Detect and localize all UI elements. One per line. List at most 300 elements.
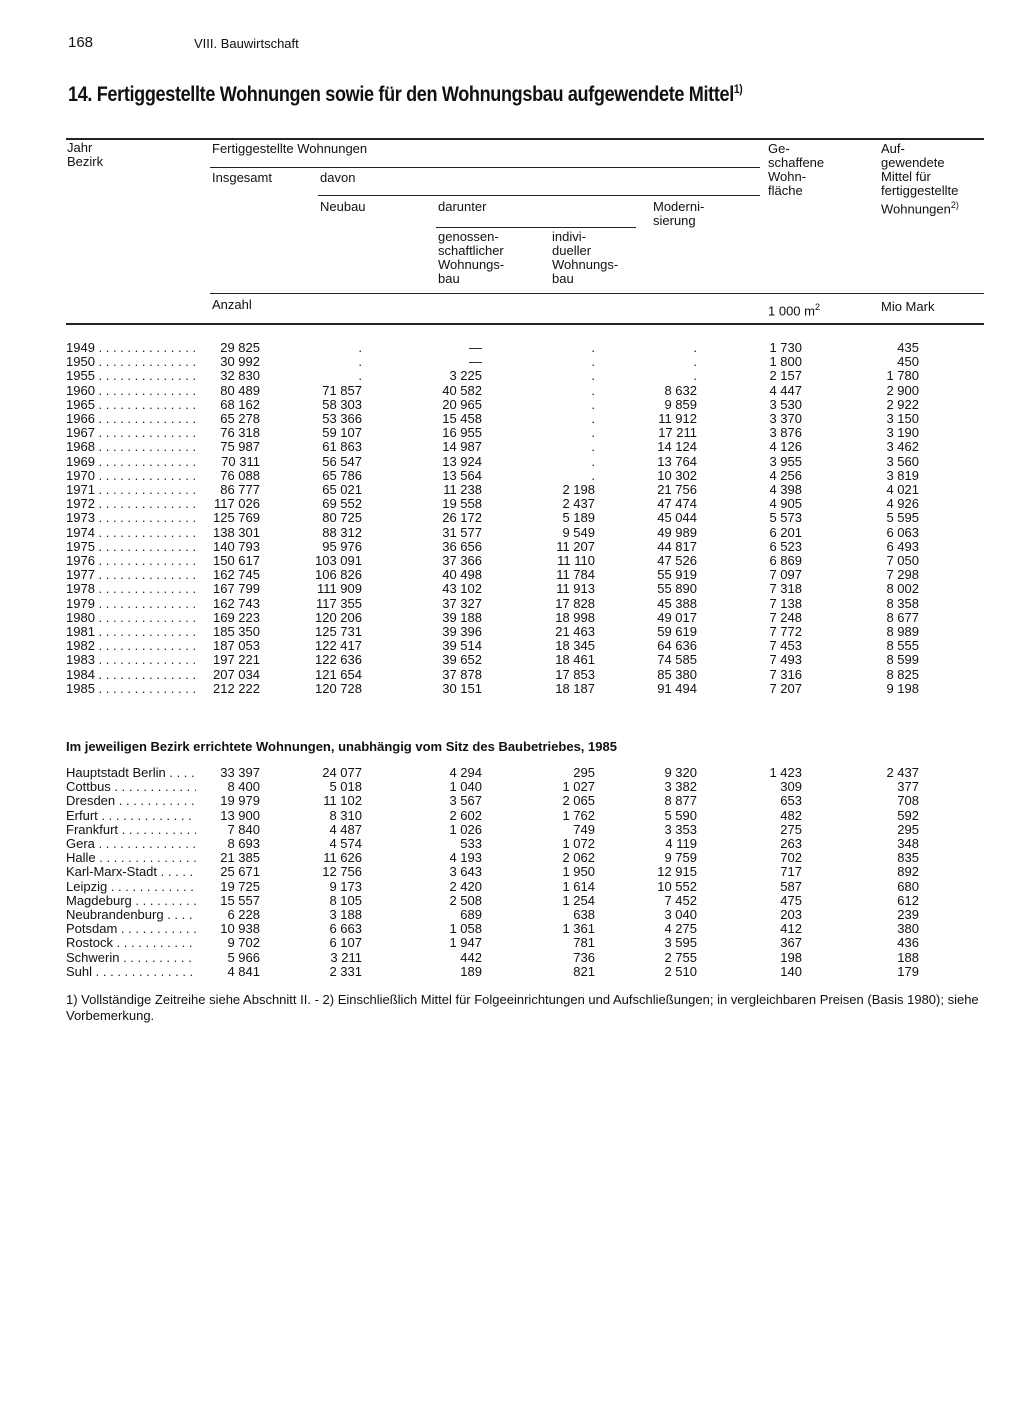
cell-funds: 612 <box>897 892 919 908</box>
row-label: 1972 . . . <box>66 497 196 511</box>
cell-funds: 3 819 <box>886 467 919 483</box>
cell-individual: . <box>591 382 595 398</box>
cell-new-build: 59 107 <box>322 425 362 441</box>
cell-cooperative: 19 558 <box>442 496 482 512</box>
cell-total: 33 397 <box>220 765 260 780</box>
cell-modernization: 49 989 <box>657 524 697 540</box>
cell-total: 76 088 <box>220 467 260 483</box>
table-row <box>0 355 1024 369</box>
header-funds: Auf- gewendete Mittel für fertiggestellte Wohnungen$^{2)}$ <box>881 141 959 217</box>
cell-modernization: 13 764 <box>657 453 697 469</box>
cell-cooperative: 533 <box>460 836 482 851</box>
cell-living-area: 587 <box>780 878 802 894</box>
cell-cooperative: 1 026 <box>449 821 482 837</box>
cell-living-area: 7 097 <box>769 567 802 583</box>
cell-living-area: 7 318 <box>769 581 802 597</box>
cell-new-build: 11 626 <box>323 850 362 866</box>
cell-total: 167 799 <box>213 581 260 597</box>
cell-modernization: 55 919 <box>657 567 697 583</box>
cell-living-area: 4 126 <box>769 439 802 455</box>
table-row <box>0 568 1024 582</box>
table-row <box>0 398 1024 412</box>
cell-individual: 638 <box>573 907 595 922</box>
cell-living-area: 1 800 <box>769 354 802 370</box>
cell-funds: 9 198 <box>886 680 919 696</box>
cell-living-area: 717 <box>780 864 802 880</box>
cell-modernization: 2 755 <box>664 949 697 965</box>
cell-new-build: 8 105 <box>329 892 362 908</box>
cell-living-area: 3 876 <box>769 425 802 441</box>
cell-new-build: 58 303 <box>322 396 362 412</box>
cell-new-build: . <box>358 368 362 384</box>
cell-new-build: 24 077 <box>322 765 362 780</box>
table-top-rule <box>66 138 984 140</box>
cell-living-area: 7 138 <box>769 595 802 611</box>
table-row <box>0 794 1024 808</box>
cell-funds: 3 462 <box>886 439 919 455</box>
cell-new-build: 111 909 <box>316 581 362 597</box>
cell-living-area: 4 256 <box>769 467 802 483</box>
cell-cooperative: — <box>469 354 482 370</box>
header-living-area: Ge- schaffene Wohn- fläche <box>768 141 825 198</box>
cell-funds: 450 <box>897 354 919 370</box>
unit-area: 1 000 $m^2$ <box>768 302 820 319</box>
cell-cooperative: 3 643 <box>449 864 482 880</box>
row-label: Gera . . . <box>66 837 196 851</box>
cell-cooperative: 40 582 <box>442 382 482 398</box>
header-total: Insgesamt <box>212 170 272 185</box>
cell-cooperative: 43 102 <box>442 581 482 597</box>
cell-new-build: 71 857 <box>322 382 362 398</box>
page-number: 168 <box>68 34 94 51</box>
cell-new-build: 120 728 <box>315 680 362 696</box>
cell-new-build: 61 863 <box>322 439 362 455</box>
row-label: 1979 . . . <box>66 597 196 611</box>
table-row <box>0 554 1024 568</box>
cell-funds: 835 <box>897 850 919 866</box>
cell-total: 207 034 <box>213 666 260 682</box>
row-label: Halle . . . <box>66 851 196 865</box>
cell-individual: 736 <box>573 949 595 965</box>
cell-living-area: 7 316 <box>769 666 802 682</box>
table-row <box>0 526 1024 540</box>
cell-individual: 11 784 <box>556 567 595 583</box>
row-label: Suhl . . . <box>66 965 196 979</box>
chapter-title: VIII. Bauwirtschaft <box>194 36 299 51</box>
cell-modernization: 11 912 <box>658 411 697 426</box>
table-row <box>0 766 1024 780</box>
table-row <box>0 384 1024 398</box>
cell-funds: 8 989 <box>886 624 919 639</box>
cell-funds: 2 437 <box>886 765 919 780</box>
cell-living-area: 1 423 <box>769 765 802 780</box>
unit-money: Mio Mark <box>881 299 935 314</box>
cell-new-build: 2 331 <box>329 963 362 979</box>
header-individual: indivi- dueller Wohnungs- bau <box>552 229 619 286</box>
cell-new-build: 103 091 <box>315 553 362 568</box>
cell-new-build: 8 310 <box>329 807 362 823</box>
cell-new-build: 3 211 <box>330 949 362 965</box>
funds-footnote-marker: 2) <box>950 200 959 210</box>
cell-individual: . <box>591 396 595 412</box>
cell-new-build: 4 487 <box>329 821 362 837</box>
cell-total: 30 992 <box>220 354 260 370</box>
row-label: 1980 . . . <box>66 611 196 625</box>
cell-funds: 348 <box>897 836 919 851</box>
table-row <box>0 951 1024 965</box>
cell-total: 8 693 <box>227 836 260 851</box>
cell-modernization: 8 632 <box>664 382 697 398</box>
cell-individual: 1 072 <box>562 836 595 851</box>
cell-new-build: 125 731 <box>315 624 362 639</box>
cell-modernization: 64 636 <box>657 638 697 654</box>
cell-total: 70 311 <box>221 453 260 469</box>
unit-count: Anzahl <box>212 297 252 312</box>
cell-individual: 1 254 <box>562 892 595 908</box>
cell-modernization: 45 044 <box>657 510 697 526</box>
cell-cooperative: 3 567 <box>449 793 482 809</box>
district-section-title: Im jeweiligen Bezirk errichtete Wohnungen, unabhängig vom Sitz des Baubetriebes, 1985 <box>66 739 617 754</box>
header-new-build: Neubau <box>320 199 366 214</box>
cell-total: 9 702 <box>227 935 260 951</box>
cell-cooperative: 1 058 <box>449 921 482 937</box>
cell-new-build: 120 206 <box>315 609 362 625</box>
cell-total: 29 825 <box>220 340 260 355</box>
cell-total: 19 979 <box>220 793 260 809</box>
cell-total: 19 725 <box>220 878 260 894</box>
cell-new-build: 3 188 <box>329 907 362 922</box>
cell-cooperative: 14 987 <box>442 439 482 455</box>
cell-modernization: 55 890 <box>657 581 697 597</box>
cell-total: 21 385 <box>220 850 260 866</box>
row-label: 1983 . . . <box>66 653 196 667</box>
row-label: Potsdam . . . <box>66 922 196 936</box>
cell-modernization: 44 817 <box>657 538 697 554</box>
cell-cooperative: 4 193 <box>449 850 482 866</box>
cell-individual: 17 853 <box>555 666 595 682</box>
cell-new-build: . <box>358 340 362 355</box>
table-row <box>0 497 1024 511</box>
cell-new-build: 122 417 <box>315 638 362 654</box>
cell-modernization: 47 474 <box>657 496 697 512</box>
table-title <box>68 82 742 107</box>
cell-individual: 11 110 <box>557 553 595 568</box>
cell-living-area: 309 <box>780 779 802 795</box>
cell-living-area: 140 <box>780 963 802 979</box>
cell-total: 187 053 <box>213 638 260 654</box>
cell-individual: 295 <box>573 765 595 780</box>
cell-total: 162 743 <box>213 595 260 611</box>
cell-individual: . <box>591 453 595 469</box>
cell-total: 10 938 <box>220 921 260 937</box>
table-row <box>0 625 1024 639</box>
cell-cooperative: 31 577 <box>442 524 482 540</box>
cell-individual: 5 189 <box>562 510 595 526</box>
cell-total: 169 223 <box>213 609 260 625</box>
cell-cooperative: 1 947 <box>449 935 482 951</box>
row-label: 1982 . . . <box>66 639 196 653</box>
cell-new-build: 88 312 <box>322 524 362 540</box>
cell-living-area: 3 955 <box>769 453 802 469</box>
cell-modernization: 74 585 <box>657 652 697 668</box>
table-row <box>0 851 1024 865</box>
cell-individual: . <box>591 368 595 384</box>
row-label: 1968 . . . <box>66 440 196 454</box>
cell-individual: 9 549 <box>562 524 595 540</box>
table-row <box>0 922 1024 936</box>
row-label: 1971 . . . <box>66 483 196 497</box>
cell-living-area: 702 <box>780 850 802 866</box>
cell-total: 138 301 <box>213 524 260 540</box>
cell-funds: 4 926 <box>886 496 919 512</box>
table-row <box>0 936 1024 950</box>
cell-individual: 2 065 <box>562 793 595 809</box>
cell-new-build: 121 654 <box>315 666 362 682</box>
cell-cooperative: 15 458 <box>442 411 482 426</box>
cell-total: 13 900 <box>220 807 260 823</box>
cell-cooperative: 39 652 <box>442 652 482 668</box>
header-rule-units <box>210 293 984 294</box>
cell-individual: 2 062 <box>562 850 595 866</box>
row-label: 1949 . . . <box>66 341 196 355</box>
cell-individual: 1 361 <box>562 921 595 937</box>
cell-funds: 7 298 <box>886 567 919 583</box>
row-label: 1955 . . . <box>66 369 196 383</box>
table-row <box>0 597 1024 611</box>
row-label: Rostock . . . <box>66 936 196 950</box>
cell-cooperative: 39 188 <box>442 609 482 625</box>
cell-modernization: 59 619 <box>657 624 697 639</box>
row-label: 1966 . . . <box>66 412 196 426</box>
cell-modernization: 9 859 <box>664 396 697 412</box>
cell-individual: 1 950 <box>562 864 595 880</box>
cell-cooperative: 11 238 <box>443 482 482 497</box>
cell-modernization: 10 552 <box>657 878 697 894</box>
cell-cooperative: 36 656 <box>442 538 482 554</box>
header-rule-darunter <box>436 227 636 228</box>
table-row <box>0 426 1024 440</box>
cell-funds: 680 <box>897 878 919 894</box>
header-rule-davon <box>318 195 760 196</box>
cell-funds: 592 <box>897 807 919 823</box>
cell-new-build: 95 976 <box>322 538 362 554</box>
cell-modernization: 14 124 <box>657 439 697 455</box>
cell-funds: 6 063 <box>886 524 919 540</box>
row-label: Schwerin . . . <box>66 951 196 965</box>
cell-new-build: 117 355 <box>315 595 362 611</box>
cell-cooperative: 2 508 <box>449 892 482 908</box>
row-label: Magdeburg . . . <box>66 894 196 908</box>
cell-cooperative: 30 151 <box>442 680 482 696</box>
cell-cooperative: 4 294 <box>449 765 482 780</box>
cell-new-build: 65 786 <box>322 467 362 483</box>
table-row <box>0 540 1024 554</box>
cell-funds: 380 <box>897 921 919 937</box>
cell-individual: 749 <box>573 821 595 837</box>
cell-new-build: 9 173 <box>329 878 362 894</box>
table-row <box>0 582 1024 596</box>
table-row <box>0 511 1024 525</box>
cell-funds: 8 825 <box>886 666 919 682</box>
cell-living-area: 275 <box>780 821 802 837</box>
cell-total: 185 350 <box>213 624 260 639</box>
cell-new-build: 65 021 <box>322 482 362 497</box>
cell-individual: 1 027 <box>562 779 595 795</box>
row-label: Hauptstadt Berlin . . . <box>66 766 196 780</box>
cell-total: 212 222 <box>213 680 260 696</box>
cell-individual: 18 345 <box>555 638 595 654</box>
cell-cooperative: 2 602 <box>449 807 482 823</box>
cell-cooperative: 13 924 <box>442 453 482 469</box>
cell-modernization: 9 759 <box>664 850 697 866</box>
cell-total: 5 966 <box>227 949 260 965</box>
row-label: 1970 . . . <box>66 469 196 483</box>
cell-individual: 2 437 <box>562 496 595 512</box>
cell-cooperative: 26 172 <box>442 510 482 526</box>
cell-living-area: 263 <box>780 836 802 851</box>
table-row <box>0 412 1024 426</box>
cell-funds: 377 <box>897 779 919 795</box>
cell-modernization: 3 040 <box>664 907 697 922</box>
row-label: 1950 . . . <box>66 355 196 369</box>
cell-funds: 3 190 <box>886 425 919 441</box>
row-label: 1967 . . . <box>66 426 196 440</box>
cell-total: 86 777 <box>220 482 260 497</box>
cell-funds: 8 358 <box>886 595 919 611</box>
cell-modernization: 47 526 <box>657 553 697 568</box>
header-including: darunter <box>438 199 487 214</box>
cell-cooperative: 689 <box>460 907 482 922</box>
cell-total: 150 617 <box>213 553 260 568</box>
cell-living-area: 475 <box>780 892 802 908</box>
cell-individual: . <box>591 425 595 441</box>
cell-individual: . <box>591 340 595 355</box>
cell-funds: 708 <box>897 793 919 809</box>
cell-modernization: 10 302 <box>657 467 697 483</box>
cell-cooperative: 189 <box>460 963 482 979</box>
cell-new-build: 56 547 <box>322 453 362 469</box>
cell-individual: 781 <box>573 935 595 951</box>
cell-total: 8 400 <box>227 779 260 795</box>
cell-total: 15 557 <box>220 892 260 908</box>
cell-modernization: 91 494 <box>657 680 697 696</box>
cell-funds: 435 <box>897 340 919 355</box>
cell-total: 125 769 <box>213 510 260 526</box>
cell-new-build: . <box>358 354 362 370</box>
cell-modernization: 8 877 <box>664 793 697 809</box>
cell-living-area: 4 905 <box>769 496 802 512</box>
cell-living-area: 4 398 <box>769 482 802 497</box>
cell-total: 140 793 <box>213 538 260 554</box>
cell-cooperative: 3 225 <box>449 368 482 384</box>
cell-total: 32 830 <box>220 368 260 384</box>
cell-modernization: 2 510 <box>664 963 697 979</box>
table-row <box>0 880 1024 894</box>
row-label: Frankfurt . . . <box>66 823 196 837</box>
cell-total: 76 318 <box>220 425 260 441</box>
table-row <box>0 639 1024 653</box>
title-footnote-marker: 1) <box>733 82 743 96</box>
cell-living-area: 3 370 <box>769 411 802 426</box>
cell-funds: 3 560 <box>886 453 919 469</box>
cell-funds: 3 150 <box>886 411 919 426</box>
row-label: 1965 . . . <box>66 398 196 412</box>
cell-funds: 2 922 <box>886 396 919 412</box>
cell-modernization: . <box>693 340 697 355</box>
table-row <box>0 483 1024 497</box>
header-modernization: Moderni- sierung <box>653 199 705 228</box>
cell-cooperative: 20 965 <box>442 396 482 412</box>
cell-new-build: 11 102 <box>323 793 362 809</box>
footnote: 1) Vollständige Zeitreihe siehe Abschnitt II. - 2) Einschließlich Mittel für Folgeeinrichtungen und Aufschließungen; in vergleichbaren Preisen (Basis 1980); siehe Vorbemerkung. <box>66 992 979 1023</box>
header-rule-completed <box>210 167 760 168</box>
cell-modernization: 7 452 <box>664 892 697 908</box>
cell-modernization: . <box>693 354 697 370</box>
cell-new-build: 80 725 <box>322 510 362 526</box>
cell-cooperative: 37 366 <box>442 553 482 568</box>
cell-individual: 1 614 <box>562 878 595 894</box>
header-year-district: Jahr Bezirk <box>67 140 104 169</box>
cell-cooperative: 16 955 <box>442 425 482 441</box>
row-label: Leipzig . . . <box>66 880 196 894</box>
cell-total: 25 671 <box>220 864 260 880</box>
cell-living-area: 5 573 <box>769 510 802 526</box>
cell-modernization: 5 590 <box>664 807 697 823</box>
row-label: 1984 . . . <box>66 668 196 682</box>
cell-total: 7 840 <box>227 821 260 837</box>
cell-individual: . <box>591 439 595 455</box>
table-row <box>0 440 1024 454</box>
table-row <box>0 369 1024 383</box>
row-label: Cottbus . . . <box>66 780 196 794</box>
cell-living-area: 6 201 <box>769 524 802 540</box>
table-row <box>0 809 1024 823</box>
cell-funds: 7 050 <box>886 553 919 568</box>
cell-modernization: 4 275 <box>664 921 697 937</box>
cell-new-build: 12 756 <box>322 864 362 880</box>
cell-new-build: 106 826 <box>315 567 362 583</box>
table-row <box>0 837 1024 851</box>
cell-funds: 436 <box>897 935 919 951</box>
cell-individual: 18 187 <box>555 680 595 696</box>
cell-cooperative: 37 878 <box>442 666 482 682</box>
cell-individual: 821 <box>573 963 595 979</box>
cell-new-build: 122 636 <box>315 652 362 668</box>
row-label: 1975 . . . <box>66 540 196 554</box>
cell-modernization: 49 017 <box>657 609 697 625</box>
row-label: 1960 . . . <box>66 384 196 398</box>
row-label: 1976 . . . <box>66 554 196 568</box>
row-label: Karl-Marx-Stadt . . . <box>66 865 196 879</box>
cell-living-area: 4 447 <box>769 382 802 398</box>
cell-funds: 8 555 <box>886 638 919 654</box>
cell-modernization: 12 915 <box>657 864 697 880</box>
table-row <box>0 823 1024 837</box>
cell-modernization: 9 320 <box>664 765 697 780</box>
cell-individual: . <box>591 467 595 483</box>
cell-funds: 8 599 <box>886 652 919 668</box>
cell-modernization: 3 353 <box>664 821 697 837</box>
cell-living-area: 367 <box>780 935 802 951</box>
cell-funds: 5 595 <box>886 510 919 526</box>
cell-living-area: 1 730 <box>769 340 802 355</box>
cell-total: 6 228 <box>227 907 260 922</box>
cell-individual: . <box>591 354 595 370</box>
cell-living-area: 6 523 <box>769 538 802 554</box>
header-cooperative: genossen- schaftlicher Wohnungs- bau <box>438 229 505 286</box>
cell-cooperative: 1 040 <box>449 779 482 795</box>
table-row <box>0 341 1024 355</box>
